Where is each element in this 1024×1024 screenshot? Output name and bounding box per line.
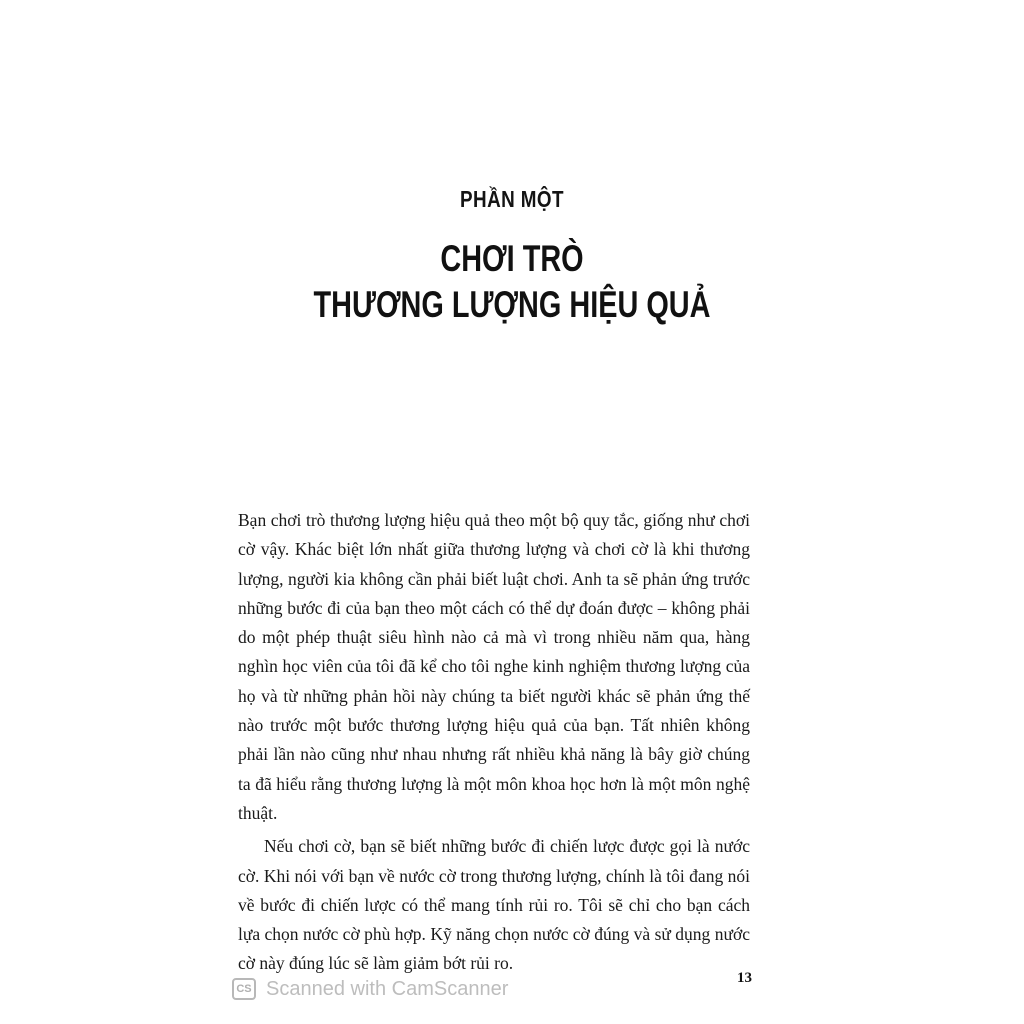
paragraph-2: Nếu chơi cờ, bạn sẽ biết những bước đi chiến lược được gọi là nước cờ. Khi nói với bạn về nước cờ trong thương lượng, chính là tôi đang nói về bước đi chiến lược có thể mang tính rủi ro. Tôi sẽ chỉ cho bạn cách lựa chọn nước cờ phù hợp. Kỹ năng chọn nước cờ đúng và sử dụng nước cờ này đúng lúc sẽ làm giảm bớt rủi ro. [238, 836, 750, 974]
scanner-watermark [232, 974, 508, 1004]
watermark-text: Scanned with CamScanner [266, 977, 509, 1000]
body-text [238, 506, 750, 979]
camscanner-logo-icon: CS [232, 978, 256, 1000]
chapter-title-line-1: CHƠI TRÒ [440, 238, 584, 279]
page-number: 13 [737, 970, 752, 986]
chapter-title-line-2: THƯƠNG LƯỢNG HIỆU QUẢ [313, 284, 711, 325]
paragraph-1: Bạn chơi trò thương lượng hiệu quả theo một bộ quy tắc, giống như chơi cờ vậy. Khác biệt lớn nhất giữa thương lượng và chơi cờ là khi thương lượng, người kia không cần phải biết luật chơi. Anh ta sẽ phản ứng trước những bước đi của bạn theo một cách có thể dự đoán được – không phải do một phép thuật siêu hình nào cả mà vì trong nhiều năm qua, hàng nghìn học viên của tôi đã kể cho tôi nghe kinh nghiệm thương lượng của họ và từ những phản hồi này chúng ta biết người khác sẽ phản ứng thế nào trước một bước thương lượng hiệu quả của bạn. Tất nhiên không phải lần nào cũng như nhau nhưng rất nhiều khả năng là bây giờ chúng ta đã hiểu rằng thương lượng là một môn khoa học hơn là một môn nghệ thuật. [238, 510, 750, 823]
chapter-title [113, 236, 912, 328]
part-label: PHẦN MỘT [460, 186, 564, 212]
